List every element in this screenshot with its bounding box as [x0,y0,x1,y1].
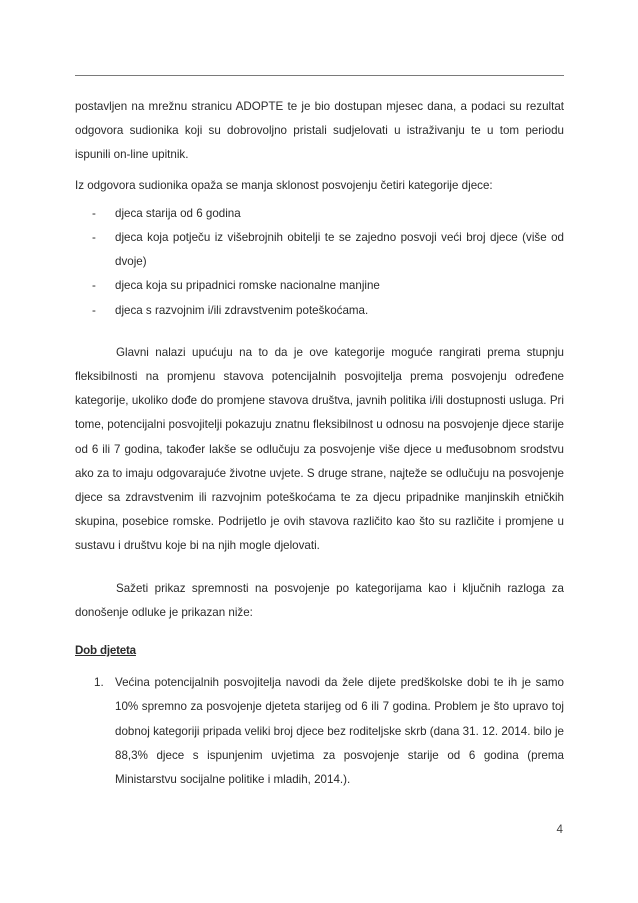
page-number: 4 [556,823,563,836]
paragraph-summary-intro: Sažeti prikaz spremnosti na posvojenje po kategorijama kao i ključnih razloga za donošenje odluke je prikazan niže: [75,581,564,619]
numbered-item-text: Većina potencijalnih posvojitelja navodi da žele dijete predškolske dobi te ih je samo 10% spremno za posvojenje djeteta starijeg od 6 ili 7 godina. Problem je što upravo toj dobnoj kategoriji pripada veliki broj djece bez roditeljske skrb (dana 31. 12. 2014. bilo je 88,3% djece s ispunjenim uvjetima za posvojenje starije od 6 godina (prema Ministarstvu socijalne politike i mladih, 2014.). [115,676,564,787]
list-item-text: djeca koja su pripadnici romske nacionalne manjine [115,279,380,293]
list-item [75,202,564,226]
category-list [75,202,564,323]
dash-marker: - [92,279,96,293]
section-heading: Dob djeteta [75,644,136,658]
list-item [75,299,564,323]
list-item-text: djeca s razvojnim i/ili zdravstvenim poteškoćama. [115,303,369,317]
numbered-list-item [75,671,564,792]
list-item [75,226,564,274]
list-item-text: djeca starija od 6 godina [115,206,241,220]
paragraph-main-findings: Glavni nalazi upućuju na to da je ove kategorije moguće rangirati prema stupnju fleksibilnosti na promjenu stavova potencijalnih posvojitelja prema posvojenju određene kategorije, ukoliko dođe do promjene stavova društva, javnih politika i/ili dostupnosti usluga. Pri tome, potencijalni posvojitelji pokazuju znatnu fleksibilnost u odnosu na posvojenje djece starije od 6 ili 7 godina, također lakše se odlučuju za posvojenje više djece u međusobnom srodstvu ako za to imaju odgovarajuće životne uvjete. S druge strane, najteže se odlučuju na posvojenje djece sa zdravstvenim ili razvojnim poteškoćama te za djecu pripadnike manjinskih etničkih skupina, posebice romske. Podrijetlo je ovih stavova različito kao što su različite i promjene u sustavu i društvu koje bi na njih mogle djelovati. [75,345,564,553]
list-number: 1. [94,676,104,690]
numbered-list [75,671,564,792]
dash-marker: - [92,206,96,220]
dash-marker: - [92,231,96,245]
paragraph-categories-intro: Iz odgovora sudionika opaža se manja sklonost posvojenju četiri kategorije djece: [75,178,493,192]
list-item-text: djeca koja potječu iz višebrojnih obitelji te se zajedno posvoji veći broj djece (više od dvoje) [115,231,564,269]
document-body [75,95,564,792]
paragraph-intro: postavljen na mrežnu stranicu ADOPTE te je bio dostupan mjesec dana, a podaci su rezultat odgovora sudionika koji su dobrovoljno pristali sudjelovati u istraživanju te u tom periodu ispunili on-line upitnik. [75,100,564,162]
header-divider [75,75,564,76]
dash-marker: - [92,303,96,317]
list-item [75,274,564,298]
